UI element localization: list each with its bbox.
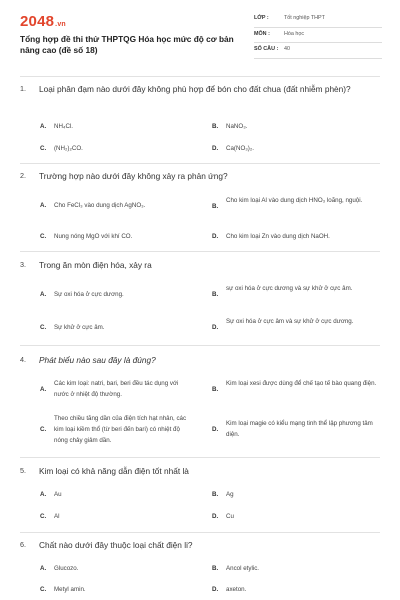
question-number: 6. [20,540,26,549]
meta-key: LỚP : [254,15,269,21]
option-text: Theo chiều tăng dần của điện tích hạt nhân, các kim loại kiềm thổ (từ beri đến bari) có nhiệt độ nóng chảy giảm dần. [54,415,187,444]
option-label: C. [40,324,47,331]
divider [20,345,380,346]
option-text: Nung nóng MgO với khí CO. [54,233,133,240]
option-label: B. [212,123,219,130]
option-text: Cho kim loại Al vào dung dịch HNO₃ loãng, nguội. [226,197,363,204]
option-text: Al [54,513,60,520]
option-text: Ag [226,491,234,498]
question-3 [20,259,380,331]
logo-text: 2048 [20,13,55,30]
meta-key: MÔN : [254,30,270,37]
meta-value: Tốt nghiệp THPT [284,15,325,21]
question-6 [20,539,380,593]
question-4 [20,354,380,444]
question-text: Trường hợp nào dưới đây không xảy ra phản ứng? [39,171,228,181]
option-text: Cu [226,513,234,520]
divider [20,163,380,164]
site-logo[interactable] [20,13,66,30]
meta-row-count [254,43,382,59]
option-text: Kim loại xesi được dùng để chế tạo tế bào quang điện. [226,380,377,387]
page-header [0,0,400,76]
option-label: B. [212,565,219,572]
meta-value: 40 [284,46,290,52]
question-text: Kim loại có khả năng dẫn điện tốt nhất là [39,466,189,476]
option-label: B. [212,291,219,298]
option-label: A. [40,565,47,572]
option-text: (NH₂)₂CO. [54,145,83,152]
divider [20,76,380,77]
option-text: Sự khử ở cực âm. [54,324,105,331]
option-label: D. [212,324,219,331]
option-label: A. [40,291,47,298]
option-label: B. [212,203,219,210]
meta-key: SỐ CÂU : [254,46,279,52]
option-label: B. [212,491,219,498]
question-number: 3. [20,260,26,269]
exam-meta [254,12,382,59]
meta-row-class [254,12,382,28]
option-text: NaNO₃. [226,123,248,130]
option-text: Các kim loại: natri, bari, beri đều tác dụng với nước ở nhiệt độ thường. [54,380,179,398]
option-label: D. [212,513,219,520]
question-number: 5. [20,466,26,475]
option-text: Ca(NO₃)₂. [226,145,254,152]
logo-suffix: .vn [55,21,66,28]
question-text: Trong ăn mòn điện hóa, xảy ra [39,260,152,270]
option-label: C. [40,426,47,433]
option-text: Au [54,491,62,498]
question-text: Loại phân đạm nào dưới đây không phù hợp để bón cho đất chua (đất nhiễm phèn)? [39,84,351,94]
question-2 [20,170,380,240]
option-text: axeton. [226,586,247,593]
option-label: A. [40,491,47,498]
question-number: 1. [20,84,26,93]
option-label: D. [212,145,219,152]
question-text: Phát biểu nào sau đây là đúng? [39,355,156,365]
question-1 [20,83,380,152]
option-text: Sự oxi hóa ở cực dương. [54,291,124,298]
option-label: A. [40,386,47,393]
meta-row-subject [254,28,382,44]
option-label: A. [40,123,47,130]
divider [20,532,380,533]
divider [20,251,380,252]
option-label: D. [212,233,219,240]
divider [20,457,380,458]
option-label: A. [40,202,47,209]
option-text: Ancol etylic. [226,565,260,572]
meta-value: Hóa học [284,30,305,37]
option-label: C. [40,145,47,152]
option-text: Metyl amin. [54,586,86,593]
option-label: B. [212,386,219,393]
option-text: sự oxi hóa ở cực dương và sự khử ở cực âm. [226,285,353,292]
option-label: D. [212,426,219,433]
question-number: 2. [20,171,26,180]
option-text: Cho kim loại Zn vào dung dịch NaOH. [226,233,330,240]
option-text: Kim loại magie có kiểu mạng tinh thể lập phương tâm diện. [226,420,373,438]
question-text: Chất nào dưới đây thuộc loại chất điện li? [39,540,193,550]
question-5 [20,465,380,520]
exam-title: Tổng hợp đề thi thử THPTQG Hóa học mức độ cơ bản nâng cao (đề số 18) [20,34,234,55]
question-number: 4. [20,355,26,364]
option-label: C. [40,233,47,240]
option-label: D. [212,586,219,593]
option-text: Glucozo. [54,565,79,572]
option-label: C. [40,586,47,593]
option-text: NH₄Cl. [54,123,74,130]
option-label: C. [40,513,47,520]
option-text: Cho FeCl₃ vào dung dịch AgNO₃. [54,202,146,209]
option-text: Sự oxi hóa ở cực âm và sự khử ở cực dương. [226,318,354,325]
